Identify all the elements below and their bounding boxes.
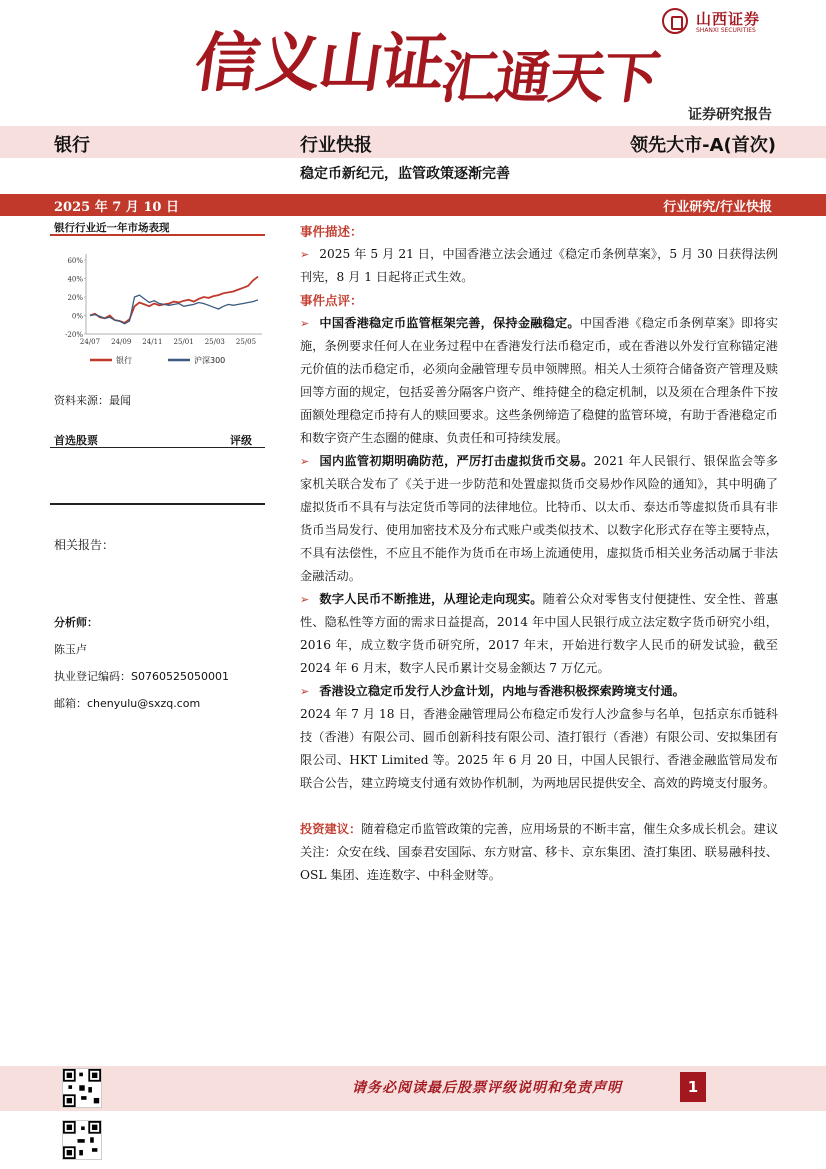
paragraph-lead: 国内监管初期明确防范，严厉打击虚拟货币交易。 [319,454,594,468]
analyst-heading: 分析师： [54,616,98,629]
chart-title: 银行行业近一年市场表现 [54,222,170,234]
main-content [300,220,778,887]
slogan-a: 信义山证 [189,26,449,101]
arrow-bullet-icon: ➢ [300,685,310,698]
y-tick-label: 60% [67,257,83,265]
related-reports: 相关报告： [54,538,115,552]
paragraph-lead: 中国香港稳定币监管框架完善，保持金融稳定。 [319,316,580,330]
paragraph [300,588,778,680]
doc-type: 行业快报 [300,135,372,156]
paragraph [300,450,778,588]
series-line-0 [90,277,258,323]
arrow-bullet-icon: ➢ [300,455,310,468]
report-subtitle: 稳定币新纪元，监管政策逐渐完善 [300,166,510,182]
invest-heading: 投资建议： [300,822,362,836]
paragraph [300,680,778,795]
industry-label: 银行 [54,135,90,156]
divider [50,234,265,236]
paragraph-text: 2024 年 7 月 18 日，香港金融管理局公布稳定币发行人沙盒参与名单，包括京东币链科技（香港）有限公司、圆币创新科技有限公司、渣打银行（香港）有限公司、安拟集团有限公司、HKT Limited 等。2025 年 6 月 20 日，中国人民银行、香港金融监管局发布联合公告，建立跨境支付通有效协作机制，为两地居民提供安全、高效的跨境支付服务。 [300,707,778,790]
report-date: 2025 年 7 月 10 日 [54,200,179,215]
legend-label: 银行 [116,356,132,365]
logo-mark-icon [662,8,688,34]
paragraph-text: 中国香港《稳定币条例草案》即将实施，条例要求任何人在业务过程中在香港发行法币稳定币，或在香港以外发行宣称锚定港元价值的法币稳定币，必须向金融管理专员申领牌照。相关人士须符合储备资产管理及赎回等方面的规定，包括妥善分隔客户资产、维持健全的稳定机制，以及须在合理条件下按面额处理稳定币持有人的赎回要求。这些条例缔造了稳健的监管环境，有助于香港稳定币和数字资产生态圈的健康、负责任和可持续发展。 [300,316,779,445]
y-tick-label: 20% [67,294,83,302]
y-tick-label: -20% [65,331,83,339]
logo-name-cn: 山西证券 [696,10,761,28]
disclaimer: 请务必阅读最后股票评级说明和免责声明 [352,1080,622,1096]
paragraph [300,243,778,289]
company-logo [662,6,812,36]
header-banner [0,0,826,130]
analyst-name: 陈玉卢 [54,643,87,656]
divider [50,503,265,505]
paragraph [300,818,778,887]
x-tick-label: 24/09 [111,338,132,346]
paragraph-lead: 数字人民币不断推进，从理论走向现实。 [319,592,543,606]
x-tick-label: 24/11 [142,338,163,346]
section-heading: 事件点评： [300,293,363,308]
paragraph-text: 2025 年 5 月 21 日，中国香港立法会通过《稳定币条例草案》，5 月 30 日获得法例刊宪，8 月 1 日起将正式生效。 [300,247,778,284]
report-category: 行业研究/行业快报 [663,200,772,215]
x-tick-label: 25/03 [204,338,225,346]
rating: 领先大市-A(首次) [630,135,776,156]
paragraph-lead: 香港设立稳定币发行人沙盒计划，内地与香港积极探索跨境支付通。 [319,684,685,698]
qr-code-icon [62,1120,102,1160]
page-number: 1 [680,1072,706,1102]
market-chart [50,246,265,381]
paragraph-text: 随着公众对零售支付便捷性、安全性、普惠性、隐私性等方面的需求日益提高，2014 年中国人民银行成立法定数字货币研究小组，2016 年，成立数字货币研究所，2017 年末，开始进行数字人民币的研发试验，截至 2024 年 6 月末，数字人民币累计交易金额达 7 万亿元。 [300,592,779,675]
x-tick-label: 25/01 [173,338,194,346]
arrow-bullet-icon: ➢ [300,593,310,606]
chart-source: 资料来源：最闻 [54,394,131,407]
paragraph [300,312,778,450]
analyst-id: 执业登记编码：S0760525050001 [54,670,229,683]
legend-label: 沪深300 [194,356,226,365]
picks-col-stock: 首选股票 [54,434,98,447]
arrow-bullet-icon: ➢ [300,248,310,261]
y-tick-label: 0% [71,312,83,321]
slogan [189,12,667,111]
paragraph-text: 2021 年人民银行、银保监会等多家机关联合发布了《关于进一步防范和处置虚拟货币交易炒作风险的通知》，其中明确了虚拟货币不具有与法定货币等同的法律地位。比特币、以太币、泰达币等虚拟货币具有非货币当局发行、使用加密技术及分布式账户或类似技术、以数字化形式存在等主要特点，不具有法偿性，不应且不能作为货币在市场上流通使用，虚拟货币相关业务活动属于非法金融活动。 [300,454,779,583]
picks-col-rating: 评级 [230,434,252,447]
x-tick-label: 25/05 [235,338,257,346]
arrow-bullet-icon: ➢ [300,317,310,330]
section-heading: 事件描述： [300,224,363,239]
paragraph-text: 随着稳定币监管政策的完善，应用场景的不断丰富，催生众多成长机会。建议关注：众安在线、国泰君安国际、东方财富、移卡、京东集团、渣打集团、联易融科技、OSL 集团、连连数字、中科金财等。 [300,822,779,882]
report-type: 证券研究报告 [688,107,772,123]
y-tick-label: 40% [67,275,83,284]
qr-code-icon [62,1068,102,1108]
logo-name-en: SHANXI SECURITIES [696,27,756,34]
x-tick-label: 24/07 [79,338,101,346]
slogan-b: 汇通天下 [436,45,662,111]
analyst-email[interactable]: 邮箱：chenyulu@sxzq.com [54,697,201,710]
